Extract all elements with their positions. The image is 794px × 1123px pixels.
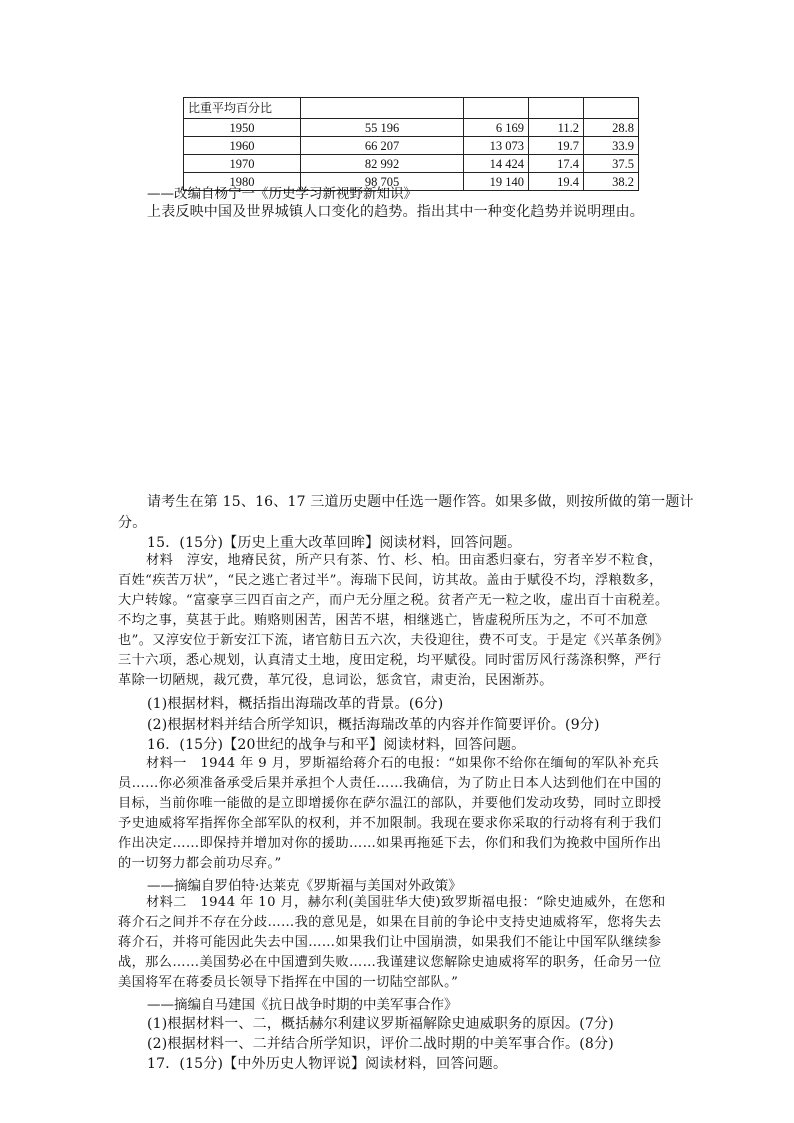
table-header-label: 比重平均百分比	[184, 98, 301, 119]
q15-sub1: (1)根据材料，概括指出海瑞改革的背景。(6分)	[147, 696, 444, 712]
q15-title: 15．(15分)【历史上重大改革回眸】阅读材料，回答问题。	[147, 535, 522, 551]
q16-material-2: 材料二 1944 年 10 月，赫尔利(美国驻华大使)致罗斯福电报：“除史迪威外，在您和 蒋介石之间并不存在分歧……我的意见是，如果在目前的争论中支持史迪威将军，您将失去 蒋介石，并将可能因此失去中国……如果我们让中国崩溃，如果我们不能让中国军队继续参 战，那么……美国势必在中国遭到失败……我谨建议您解除史迪威将军的职务，任命另一位 美国将军在蒋委员长领导下指挥在中国的一切陆空部队。”	[118, 895, 666, 990]
population-table	[183, 97, 639, 191]
instruction-line-1: 请考生在第 15、16、17 三道历史题中任选一题作答。如果多做，则按所做的第一题计	[147, 494, 694, 510]
table-row: 1970 82 992 14 424 17.4 37.5	[184, 155, 639, 173]
q15-material: 材料 淳安，地瘠民贫，所产只有茶、竹、杉、柏。田亩悉归豪右，穷者辛岁不粒食， 百姓“疾苦万状”，“民之逃亡者过半”。海瑞下民间，访其故。盖由于赋役不均，浮粮数多， 大户转嫁。“富豪享三四百亩之产，而户无分厘之税。贫者产无一粒之收，虚出百十亩税差。 不均之事，莫甚于此。贿赂则困苦，困苦不堪，相继逃亡，皆虚税所压为之，不可不加意 也”。又淳安位于新安江下流，诸官舫日五六次，夫役迎往，费不可支。于是定《兴革条例》 三十六项，悉心规划，认真清丈土地，度田定税，均平赋役。同时雷厉风行荡涤积弊，严行 革除一切陋规，裁冗费，革冗役，息词讼，惩贪官，肃吏治，民困渐苏。	[118, 553, 669, 688]
table-row: 1960 66 207 13 073 19.7 33.9	[184, 137, 639, 155]
q16-sub1: (1)根据材料一、二，概括赫尔利建议罗斯福解除史迪威职务的原因。(7分)	[147, 1016, 614, 1032]
q14-source: ——改编自杨宁一《历史学习新视野新知识》	[147, 186, 417, 202]
q16-material-1: 材料一 1944 年 9 月，罗斯福给蒋介石的电报：“如果你不给你在缅甸的军队补充兵 员……你必须准备承受后果并承担个人责任……我确信，为了防止日本人达到他们在中国的 目标，当前你唯一能做的是立即增援你在萨尔温江的部队，并要他们发动攻势，同时立即授 予史迪威将军指挥你全部军队的权利，并不加限制。我现在要求你采取的行动将有利于我们 作出决定……即保持并增加对你的援助……如果再拖延下去，你们和我们为挽救中国所作出 的一切努力都会前功尽弃。”	[118, 756, 662, 871]
q16-title: 16．(15分)【20世纪的战争与和平】阅读材料，回答问题。	[147, 737, 526, 753]
table-row: 1980 98 705 19 140 19.4 38.2	[184, 173, 639, 191]
q16-source-1: ——摘编自罗伯特·达莱克《罗斯福与美国对外政策》	[147, 878, 462, 894]
q15-sub2: (2)根据材料并结合所学知识，概括海瑞改革的内容并作简要评价。(9分)	[147, 717, 600, 733]
q16-source-2: ——摘编自马建国《抗日战争时期的中美军事合作》	[147, 997, 458, 1013]
table-header-row	[184, 98, 639, 119]
q16-sub2: (2)根据材料一、二并结合所学知识，评价二战时期的中美军事合作。(8分)	[147, 1036, 614, 1052]
q17-title: 17．(15分)【中外历史人物评说】阅读材料，回答问题。	[147, 1056, 508, 1072]
instruction-line-2: 分。	[118, 515, 147, 531]
q14-prompt: 上表反映中国及世界城镇人口变化的趋势。指出其中一种变化趋势并说明理由。	[147, 204, 644, 220]
table-row: 1950 55 196 6 169 11.2 28.8	[184, 119, 639, 137]
